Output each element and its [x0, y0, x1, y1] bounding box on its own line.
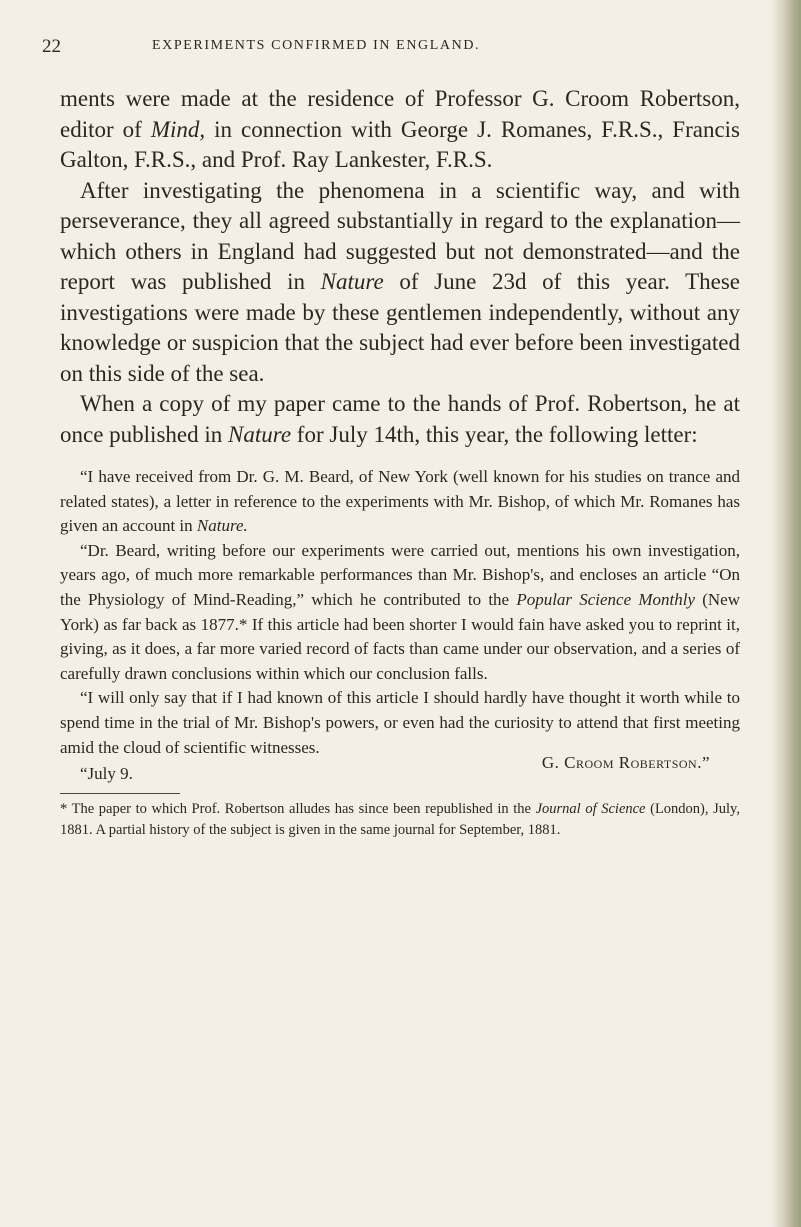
text-run: When a copy of my paper came to the hands of Prof. Robertson, he at once published in [60, 391, 740, 447]
quoted-letter [60, 465, 740, 785]
italic-text-run: Nature [320, 269, 384, 294]
text-run: ments were made at the residence of Professor G. Croom Robertson, editor of [60, 86, 740, 142]
paragraph-robertson [60, 389, 740, 450]
text-run: “I have received from Dr. G. M. Beard, of New York (well known for his studies on trance and related states), a letter in reference to the experiments with Mr. Bishop, of which Mr. Romanes has given an account in [60, 467, 740, 536]
italic-text-run: Mind, [150, 116, 206, 142]
text-run: for July 14th, this year, the following letter: [291, 421, 698, 447]
footnote [60, 799, 740, 841]
main-text [60, 84, 740, 450]
letter-paragraph-2 [60, 539, 740, 687]
italic-text-run: Popular Science Monthly [516, 589, 696, 609]
text-run: “I will only say that if I had known of this article I should hardly have thought it worth while to spend time in the trial of Mr. Bishop's powers, or even had the curiosity to attend that first meeting amid the cloud of scientific witnesses. [60, 688, 740, 757]
italic-text-run: Journal of Science [535, 801, 646, 818]
letter-signature: G. Croom Robertson.” [541, 753, 710, 773]
text-run: After investigating the phenomena in a scientific way, and with perseverance, they all agreed substantially in regard to the explanation—which others in England had suggested but not demonstrated—and the report was published in [60, 177, 740, 294]
italic-text-run: Nature [228, 421, 292, 447]
page-edge-shadow [771, 0, 801, 1227]
text-run: (London), July, 1881. A partial history of the subject is given in the same journal for September, 1881. [60, 801, 740, 839]
page-header [42, 36, 749, 64]
text-run: of June 23d of this year. These investigations were made by these gentlemen independently, without any knowledge or suspicion that the subject had ever before been investigated on this side of the sea. [60, 269, 740, 386]
text-run: (New York) as far back as 1877.* If this article had been shorter I would fain have asked you to reprint it, giving, as it does, a far more varied record of facts than came under our observation, and a series of carefully drawn conclusions within which our conclusion falls. [60, 589, 741, 683]
letter-paragraph-1 [60, 465, 740, 539]
page-number: 22 [42, 36, 61, 57]
body-text [60, 84, 740, 841]
letter-paragraph-3 [60, 686, 740, 760]
text-run: “Dr. Beard, writing before our experiments were carried out, mentions his own investigation, years ago, of much more remarkable performances than Mr. Bishop's, and encloses an article “On the Physiology of Mind-Reading,” which he contributed to the [60, 540, 740, 609]
text-run: * The paper to which Prof. Robertson alludes has since been republished in the [60, 801, 536, 818]
text-run: in connection with George J. Romanes, F.R.S., Francis Galton, F.R.S., and Prof. Ray Lankester, F.R.S. [60, 116, 740, 172]
running-head: EXPERIMENTS CONFIRMED IN ENGLAND. [152, 38, 481, 53]
footnote-rule [60, 793, 180, 794]
letter-dateline: “July 9. [80, 764, 133, 784]
italic-text-run: Nature. [196, 516, 248, 536]
paragraph-continuation [60, 84, 740, 176]
paragraph-investigation [60, 176, 740, 390]
footnote-text [60, 799, 740, 841]
letter-signoff [60, 753, 740, 785]
